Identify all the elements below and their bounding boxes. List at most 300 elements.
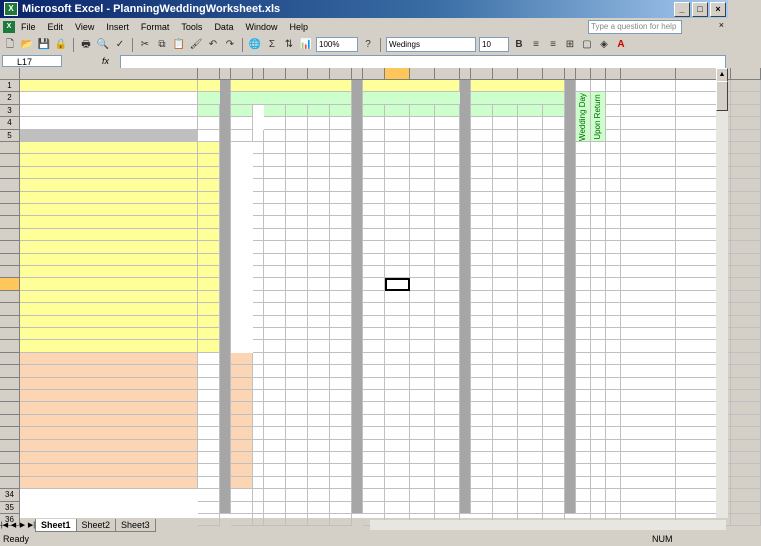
grid-cell[interactable] — [330, 130, 352, 142]
grid-cell[interactable] — [330, 489, 352, 501]
workbook-icon[interactable]: X — [3, 21, 15, 33]
grid-cell[interactable] — [493, 365, 518, 377]
grid-cell[interactable] — [518, 328, 543, 340]
grid-cell[interactable] — [576, 229, 591, 241]
grid-cell[interactable] — [385, 452, 410, 464]
grid-cell[interactable] — [264, 278, 286, 290]
grid-cell[interactable] — [286, 278, 308, 290]
grid-cell[interactable] — [435, 254, 460, 266]
grid-cell[interactable] — [591, 229, 606, 241]
grid-cell[interactable] — [543, 154, 565, 166]
sheet-tab[interactable]: Sheet3 — [115, 519, 156, 532]
wedding-date-label[interactable] — [20, 92, 198, 104]
grid-cell[interactable] — [435, 452, 460, 464]
period-group-header[interactable] — [471, 80, 565, 92]
grid-cell[interactable] — [330, 154, 352, 166]
grid-cell[interactable] — [731, 303, 761, 315]
grid-cell[interactable] — [286, 216, 308, 228]
grid-cell[interactable] — [435, 316, 460, 328]
task-marker[interactable] — [198, 415, 220, 427]
grid-cell[interactable] — [493, 303, 518, 315]
grid-cell[interactable] — [264, 353, 286, 365]
menu-edit[interactable]: Edit — [47, 21, 64, 32]
grid-cell[interactable] — [264, 130, 286, 142]
grid-cell[interactable] — [576, 340, 591, 352]
grid-cell[interactable] — [264, 291, 286, 303]
grid-cell[interactable] — [493, 142, 518, 154]
grid-cell[interactable] — [363, 179, 385, 191]
grid-cell[interactable] — [576, 477, 591, 489]
grid-cell[interactable] — [731, 241, 761, 253]
grid-cell[interactable] — [606, 402, 621, 414]
grid-cell[interactable] — [363, 216, 385, 228]
grid-cell[interactable] — [435, 402, 460, 414]
row-header[interactable]: 1 — [0, 80, 20, 92]
grid-cell[interactable] — [410, 452, 435, 464]
row-header[interactable] — [0, 204, 20, 216]
grid-cell[interactable] — [435, 204, 460, 216]
grid-cell[interactable] — [330, 328, 352, 340]
grid-cell[interactable] — [385, 316, 410, 328]
period-value[interactable] — [330, 105, 352, 117]
grid-cell[interactable] — [606, 365, 621, 377]
grid-cell[interactable] — [606, 316, 621, 328]
due-date-cell[interactable] — [518, 117, 543, 129]
sheet-tab[interactable]: Sheet1 — [35, 519, 77, 532]
grid-cell[interactable] — [264, 316, 286, 328]
prev-sheet-icon[interactable]: ◀ — [10, 522, 17, 529]
task-cell[interactable] — [20, 316, 198, 328]
due-date-cell[interactable] — [543, 117, 565, 129]
grid-cell[interactable] — [435, 390, 460, 402]
task-cell[interactable] — [20, 204, 198, 216]
name-box[interactable]: L17 — [2, 55, 62, 67]
grid-cell[interactable] — [435, 378, 460, 390]
grid-cell[interactable] — [731, 204, 761, 216]
column-header[interactable] — [493, 68, 518, 80]
grid-cell[interactable] — [435, 303, 460, 315]
row-header[interactable] — [0, 427, 20, 439]
due-date-cell[interactable] — [231, 117, 253, 129]
row-header[interactable] — [0, 254, 20, 266]
grid-cell[interactable] — [591, 154, 606, 166]
next-sheet-icon[interactable]: ▶ — [19, 522, 26, 529]
grid-cell[interactable] — [543, 477, 565, 489]
task-marker[interactable] — [198, 464, 220, 476]
grid-cell[interactable] — [330, 241, 352, 253]
column-header[interactable] — [20, 68, 198, 80]
copy-icon[interactable]: ⧉ — [158, 38, 166, 50]
period-value[interactable] — [231, 105, 253, 117]
grid-cell[interactable] — [385, 328, 410, 340]
print-icon[interactable]: 🖶 — [81, 38, 91, 50]
grid-cell[interactable] — [591, 254, 606, 266]
maximize-button[interactable]: □ — [692, 2, 708, 17]
grid-cell[interactable] — [606, 154, 621, 166]
grid-cell[interactable] — [591, 303, 606, 315]
row-header[interactable] — [0, 241, 20, 253]
menu-window[interactable]: Window — [245, 21, 278, 32]
grid-cell[interactable] — [576, 328, 591, 340]
grid-cell[interactable] — [410, 489, 435, 501]
grid-cell[interactable] — [385, 464, 410, 476]
grid-cell[interactable] — [621, 440, 676, 452]
select-all-corner[interactable] — [0, 68, 20, 80]
grid-cell[interactable] — [731, 105, 761, 117]
grid-cell[interactable] — [518, 502, 543, 514]
grid-cell[interactable] — [253, 415, 264, 427]
grid-cell[interactable] — [308, 353, 330, 365]
grid-cell[interactable] — [308, 216, 330, 228]
grid-cell[interactable] — [363, 440, 385, 452]
grid-cell[interactable] — [308, 142, 330, 154]
grid-cell[interactable] — [308, 179, 330, 191]
column-header[interactable] — [231, 68, 253, 80]
task-marker[interactable] — [198, 353, 220, 365]
grid-cell[interactable] — [493, 353, 518, 365]
grid-cell[interactable] — [606, 130, 621, 142]
grid-cell[interactable] — [410, 216, 435, 228]
task-cell[interactable] — [20, 340, 198, 352]
grid-cell[interactable] — [253, 192, 264, 204]
grid-cell[interactable] — [543, 464, 565, 476]
grid-cell[interactable] — [231, 502, 253, 514]
grid-cell[interactable] — [471, 154, 493, 166]
grid-cell[interactable] — [330, 303, 352, 315]
grid-cell[interactable] — [621, 427, 676, 439]
grid-cell[interactable] — [576, 254, 591, 266]
highlight-cell[interactable] — [231, 378, 253, 390]
grid-cell[interactable] — [591, 440, 606, 452]
grid-cell[interactable] — [286, 154, 308, 166]
grid-cell[interactable] — [363, 328, 385, 340]
grid-cell[interactable] — [363, 130, 385, 142]
grid-cell[interactable] — [543, 266, 565, 278]
grid-cell[interactable] — [286, 142, 308, 154]
grid-cell[interactable] — [385, 291, 410, 303]
grid-cell[interactable] — [621, 378, 676, 390]
grid-cell[interactable] — [518, 192, 543, 204]
period-group-header[interactable] — [231, 80, 352, 92]
grid-cell[interactable] — [385, 440, 410, 452]
grid-cell[interactable] — [471, 464, 493, 476]
grid-cell[interactable] — [385, 179, 410, 191]
paste-icon[interactable]: 📋 — [172, 38, 186, 50]
grid-cell[interactable] — [264, 365, 286, 377]
grid-cell[interactable] — [385, 167, 410, 179]
menu-data[interactable]: Data — [214, 21, 234, 32]
workbook-close-icon[interactable]: × — [718, 20, 724, 30]
grid-cell[interactable] — [621, 105, 676, 117]
grid-cell[interactable] — [606, 241, 621, 253]
grid-cell[interactable] — [363, 477, 385, 489]
grid-cell[interactable] — [621, 80, 676, 92]
vertical-scrollbar[interactable] — [716, 68, 728, 518]
grid-cell[interactable] — [264, 179, 286, 191]
grid-cell[interactable] — [731, 254, 761, 266]
horizontal-scrollbar[interactable] — [370, 520, 726, 530]
grid-cell[interactable] — [385, 365, 410, 377]
task-marker[interactable] — [198, 179, 220, 191]
grid-cell[interactable] — [471, 167, 493, 179]
row-header[interactable] — [0, 291, 20, 303]
grid-cell[interactable] — [493, 316, 518, 328]
grid-cell[interactable] — [363, 291, 385, 303]
grid-cell[interactable] — [731, 489, 761, 501]
grid-cell[interactable] — [264, 477, 286, 489]
grid-cell[interactable] — [286, 340, 308, 352]
menu-format[interactable]: Format — [140, 21, 170, 32]
grid-cell[interactable] — [621, 216, 676, 228]
grid-cell[interactable] — [363, 142, 385, 154]
grid-cell[interactable] — [385, 340, 410, 352]
grid-cell[interactable] — [264, 241, 286, 253]
highlight-cell[interactable] — [231, 464, 253, 476]
grid-cell[interactable] — [264, 415, 286, 427]
grid-cell[interactable] — [591, 316, 606, 328]
grid-cell[interactable] — [435, 167, 460, 179]
grid-cell[interactable] — [286, 241, 308, 253]
grid-cell[interactable] — [731, 291, 761, 303]
grid-cell[interactable] — [264, 254, 286, 266]
grid-cell[interactable] — [543, 378, 565, 390]
grid-cell[interactable] — [471, 365, 493, 377]
grid-cell[interactable] — [543, 291, 565, 303]
column-header[interactable] — [385, 68, 410, 80]
grid-cell[interactable] — [471, 179, 493, 191]
grid-cell[interactable] — [385, 427, 410, 439]
grid-cell[interactable] — [363, 340, 385, 352]
grid-cell[interactable] — [264, 452, 286, 464]
cut-icon[interactable]: ✂ — [140, 38, 150, 50]
task-marker[interactable] — [198, 204, 220, 216]
grid-cell[interactable] — [606, 489, 621, 501]
grid-cell[interactable] — [591, 464, 606, 476]
grid-cell[interactable] — [471, 489, 493, 501]
grid-cell[interactable] — [253, 130, 264, 142]
grid-cell[interactable] — [286, 378, 308, 390]
grid-cell[interactable] — [410, 167, 435, 179]
grid-cell[interactable] — [264, 402, 286, 414]
row-header[interactable] — [0, 464, 20, 476]
grid-cell[interactable] — [363, 464, 385, 476]
grid-cell[interactable] — [308, 452, 330, 464]
grid-cell[interactable] — [410, 440, 435, 452]
row-header[interactable] — [0, 390, 20, 402]
task-marker[interactable] — [198, 402, 220, 414]
column-header[interactable] — [565, 68, 576, 80]
grid-cell[interactable] — [518, 278, 543, 290]
grid-cell[interactable] — [621, 452, 676, 464]
formula-input[interactable] — [120, 55, 726, 69]
grid-cell[interactable] — [471, 229, 493, 241]
grid-cell[interactable] — [621, 130, 676, 142]
row-header[interactable] — [0, 440, 20, 452]
grid-cell[interactable] — [621, 229, 676, 241]
task-cell[interactable] — [20, 390, 198, 402]
grid-cell[interactable] — [543, 142, 565, 154]
grid-cell[interactable] — [471, 440, 493, 452]
task-cell[interactable] — [20, 365, 198, 377]
grid-cell[interactable] — [330, 452, 352, 464]
row-header[interactable] — [0, 229, 20, 241]
grid-cell[interactable] — [264, 142, 286, 154]
grid-cell[interactable] — [471, 216, 493, 228]
grid-cell[interactable] — [435, 278, 460, 290]
grid-cell[interactable] — [471, 142, 493, 154]
grid-cell[interactable] — [518, 378, 543, 390]
task-cell[interactable] — [20, 241, 198, 253]
grid-cell[interactable] — [286, 502, 308, 514]
grid-cell[interactable] — [410, 142, 435, 154]
grid-cell[interactable] — [286, 229, 308, 241]
grid-cell[interactable] — [731, 167, 761, 179]
task-cell[interactable] — [20, 464, 198, 476]
task-cell[interactable] — [20, 291, 198, 303]
task-marker[interactable] — [198, 154, 220, 166]
grid-cell[interactable] — [435, 340, 460, 352]
grid-cell[interactable] — [493, 167, 518, 179]
grid-cell[interactable] — [308, 229, 330, 241]
column-header[interactable] — [253, 68, 264, 80]
grid-cell[interactable] — [606, 353, 621, 365]
grid-cell[interactable] — [286, 402, 308, 414]
grid-cell[interactable] — [591, 266, 606, 278]
grid-cell[interactable] — [731, 192, 761, 204]
grid-cell[interactable] — [435, 502, 460, 514]
grid-cell[interactable] — [518, 241, 543, 253]
highlight-cell[interactable] — [231, 402, 253, 414]
grid-cell[interactable] — [253, 452, 264, 464]
grid-cell[interactable] — [518, 167, 543, 179]
grid-cell[interactable] — [606, 452, 621, 464]
column-header[interactable] — [591, 68, 606, 80]
grid-cell[interactable] — [576, 415, 591, 427]
scroll-up-icon[interactable]: ▲ — [716, 68, 728, 82]
grid-cell[interactable] — [518, 477, 543, 489]
grid-cell[interactable] — [731, 415, 761, 427]
grid-cell[interactable] — [493, 204, 518, 216]
grid-cell[interactable] — [286, 130, 308, 142]
grid-cell[interactable] — [286, 365, 308, 377]
grid-cell[interactable] — [308, 303, 330, 315]
help-icon[interactable]: ? — [365, 38, 371, 50]
grid-cell[interactable] — [253, 278, 264, 290]
grid-cell[interactable] — [385, 216, 410, 228]
format-painter-icon[interactable]: 🖌 — [189, 38, 203, 50]
grid-cell[interactable] — [576, 464, 591, 476]
row-header[interactable] — [0, 303, 20, 315]
task-marker[interactable] — [198, 328, 220, 340]
column-header[interactable] — [330, 68, 352, 80]
grid-cell[interactable] — [363, 154, 385, 166]
grid-cell[interactable] — [410, 254, 435, 266]
grid-cell[interactable] — [363, 402, 385, 414]
grid-cell[interactable] — [591, 427, 606, 439]
grid-cell[interactable] — [576, 353, 591, 365]
grid-cell[interactable] — [543, 167, 565, 179]
grid-cell[interactable] — [471, 452, 493, 464]
grid-cell[interactable] — [621, 328, 676, 340]
column-header[interactable] — [352, 68, 363, 80]
grid-cell[interactable] — [330, 390, 352, 402]
grid-cell[interactable] — [576, 291, 591, 303]
fx-icon[interactable]: fx — [102, 56, 110, 66]
menu-file[interactable]: File — [21, 21, 36, 32]
grid-cell[interactable] — [253, 142, 264, 154]
grid-cell[interactable] — [308, 130, 330, 142]
grid-cell[interactable] — [253, 378, 264, 390]
grid-cell[interactable] — [518, 303, 543, 315]
undo-icon[interactable]: ↶ — [208, 38, 218, 50]
grid-cell[interactable] — [308, 266, 330, 278]
vertical-label-cell[interactable] — [591, 92, 606, 142]
grid-cell[interactable] — [543, 229, 565, 241]
grid-cell[interactable] — [264, 266, 286, 278]
grid-cell[interactable] — [731, 80, 761, 92]
task-cell[interactable] — [20, 167, 198, 179]
row-header[interactable]: 3 — [0, 105, 20, 117]
grid-cell[interactable] — [731, 427, 761, 439]
merge-center-icon[interactable]: ⊞ — [565, 38, 575, 50]
grid-cell[interactable] — [435, 328, 460, 340]
grid-cell[interactable] — [330, 415, 352, 427]
grid-cell[interactable] — [253, 179, 264, 191]
grid-cell[interactable] — [576, 278, 591, 290]
fill-color-icon[interactable]: ◈ — [600, 38, 608, 50]
grid-cell[interactable] — [471, 427, 493, 439]
highlight-cell[interactable] — [231, 390, 253, 402]
highlight-cell[interactable] — [231, 353, 253, 365]
grid-cell[interactable] — [410, 464, 435, 476]
column-header[interactable] — [543, 68, 565, 80]
row-header[interactable] — [0, 192, 20, 204]
grid-cell[interactable] — [435, 216, 460, 228]
grid-cell[interactable] — [518, 489, 543, 501]
task-cell[interactable] — [20, 179, 198, 191]
grid-cell[interactable] — [621, 365, 676, 377]
grid-cell[interactable] — [606, 105, 621, 117]
active-cell[interactable] — [385, 278, 410, 290]
grid-cell[interactable] — [493, 378, 518, 390]
grid-cell[interactable] — [385, 266, 410, 278]
grid-cell[interactable] — [518, 440, 543, 452]
period-value[interactable] — [543, 105, 565, 117]
grid-cell[interactable] — [410, 502, 435, 514]
grid-cell[interactable] — [621, 179, 676, 191]
grid-cell[interactable] — [253, 303, 264, 315]
close-button[interactable]: × — [710, 2, 726, 17]
grid-cell[interactable] — [198, 502, 220, 514]
grid-cell[interactable] — [518, 402, 543, 414]
grid-cell[interactable] — [435, 464, 460, 476]
grid-cell[interactable] — [493, 266, 518, 278]
grid-cell[interactable] — [410, 229, 435, 241]
vertical-label-cell[interactable] — [576, 92, 591, 142]
grid-cell[interactable] — [435, 142, 460, 154]
grid-cell[interactable] — [731, 477, 761, 489]
due-date-cell[interactable] — [471, 117, 493, 129]
grid-cell[interactable] — [286, 452, 308, 464]
grid-cell[interactable] — [253, 204, 264, 216]
grid-cell[interactable] — [518, 291, 543, 303]
grid-cell[interactable] — [543, 415, 565, 427]
grid-cell[interactable] — [731, 402, 761, 414]
grid-cell[interactable] — [471, 241, 493, 253]
grid-cell[interactable] — [543, 353, 565, 365]
grid-cell[interactable] — [493, 192, 518, 204]
row-header[interactable] — [0, 365, 20, 377]
